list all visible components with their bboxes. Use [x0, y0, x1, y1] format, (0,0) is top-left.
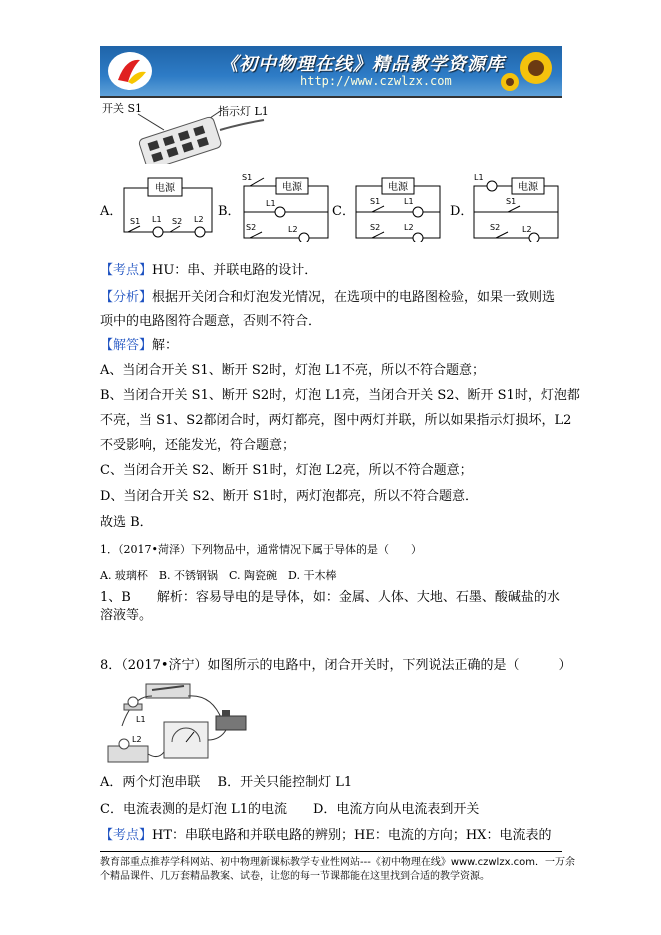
q1-options: A. 玻璃杯 B. 不锈钢锅 C. 陶瓷碗 D. 干木棒 [100, 569, 337, 582]
jieda-tag: 【解答】 [100, 338, 153, 353]
fenxi-line-1 [100, 289, 555, 307]
header-banner [100, 46, 562, 98]
answer-c: C、当闭合开关 S2、断开 S1时，灯泡 L2亮，所以不符合题意； [100, 463, 473, 478]
q1-answer-2: 溶液等。 [100, 608, 153, 623]
kaodian-line [100, 262, 317, 280]
q1-stem: 1．（2017•菏泽）下列物品中，通常情况下属于导体的是（ ） [100, 543, 422, 556]
svg-text:L1: L1 [152, 215, 162, 224]
svg-text:S2: S2 [172, 217, 183, 226]
svg-text:L1: L1 [404, 197, 414, 206]
svg-text:L2: L2 [522, 225, 532, 234]
svg-text:L2: L2 [194, 215, 204, 224]
footer-rule [100, 851, 562, 852]
q8-kaodian-text: HT：串联电路和并联电路的辨别；HE：电流的方向；HX：电流表的 [152, 828, 552, 843]
kaodian-text: HU：串、并联电路的设计． [152, 263, 318, 278]
svg-text:L2: L2 [132, 735, 142, 744]
site-logo-icon [106, 50, 154, 92]
jieda-text: 解： [152, 338, 179, 353]
svg-text:S1: S1 [506, 197, 517, 206]
power-label: 电源 [388, 182, 408, 193]
footer-line-1: 教育部重点推荐学科网站、初中物理新课标教学专业性网站---《初中物理在线》www.czwlzx.com．一万余 [100, 857, 576, 868]
circuit-option-a [120, 176, 216, 240]
circuit-option-c [352, 176, 448, 242]
power-strip-figure [130, 100, 270, 164]
circuit-option-d [468, 170, 564, 242]
option-b-label: B． [218, 204, 241, 219]
svg-text:S2: S2 [490, 223, 501, 232]
svg-text:L1: L1 [474, 173, 484, 182]
q8-circuit-figure [102, 680, 262, 766]
svg-text:S1: S1 [130, 217, 141, 226]
svg-text:L1: L1 [136, 715, 146, 724]
option-d-label: D． [450, 204, 474, 219]
kaodian-tag: 【考点】 [100, 263, 153, 278]
power-label: 电源 [282, 182, 302, 193]
q8-kaodian-line [100, 827, 551, 845]
switch-label: 开关 S1 [102, 102, 143, 115]
q8-option-2: C．电流表测的是灯泡 L1的电流 D．电流方向从电流表到开关 [100, 802, 480, 817]
svg-text:L1: L1 [266, 199, 276, 208]
answer-b-1: B、当闭合开关 S1、断开 S2时，灯泡 L1亮，当闭合开关 S2、断开 S1时，灯泡都 [100, 388, 580, 403]
fenxi-text-1: 根据开关闭合和灯泡发光情况，在选项中的电路图检验，如果一致则选 [152, 290, 556, 305]
svg-text:L2: L2 [288, 225, 298, 234]
banner-url[interactable]: http://www.czwlzx.com [300, 74, 452, 88]
indicator-light-label: 指示灯 L1 [218, 105, 269, 118]
circuit-option-b [236, 170, 332, 242]
q1-answer-1: 1、B 解析：容易导电的是导体，如：金属、人体、大地、石墨、酸碱盐的水 [100, 590, 560, 605]
svg-text:L2: L2 [404, 223, 414, 232]
fenxi-tag: 【分析】 [100, 290, 153, 305]
answer-b-2: 不亮，当 S1、S2都闭合时，两灯都亮，图中两灯并联，所以如果指示灯损坏，L2 [100, 413, 572, 428]
svg-text:S1: S1 [370, 197, 381, 206]
q8-kaodian-tag: 【考点】 [100, 828, 153, 843]
power-label: 电源 [155, 183, 175, 194]
answer-b-3: 不受影响，还能发光，符合题意； [100, 438, 296, 453]
answer-d: D、当闭合开关 S2、断开 S1时，两灯泡都亮，所以不符合题意． [100, 489, 479, 504]
banner-title: 《初中物理在线》精品教学资源库 [220, 54, 505, 75]
option-a-label: A． [100, 204, 123, 219]
jieda-line [100, 337, 178, 355]
q8-option-1: A．两个灯泡串联 B．开关只能控制灯 L1 [100, 775, 353, 790]
answer-choice: 故选 B． [100, 515, 153, 530]
option-c-label: C． [332, 204, 355, 219]
answer-a: A、当闭合开关 S1、断开 S2时，灯泡 L1不亮，所以不符合题意； [100, 363, 486, 378]
sunflower-icon [498, 46, 558, 96]
footer-line-2: 个精品课件、几万套精品教案、试卷，让您的每一节课都能在这里找到合适的教学资源。 [100, 871, 490, 882]
power-label: 电源 [518, 182, 538, 193]
svg-text:S1: S1 [242, 173, 253, 182]
fenxi-text-2: 项中的电路图符合题意，否则不符合． [100, 314, 322, 329]
svg-text:S2: S2 [370, 223, 381, 232]
svg-text:S2: S2 [246, 223, 257, 232]
q8-stem: 8．（2017•济宁）如图所示的电路中，闭合开关时，下列说法正确的是（ ） [100, 658, 572, 673]
